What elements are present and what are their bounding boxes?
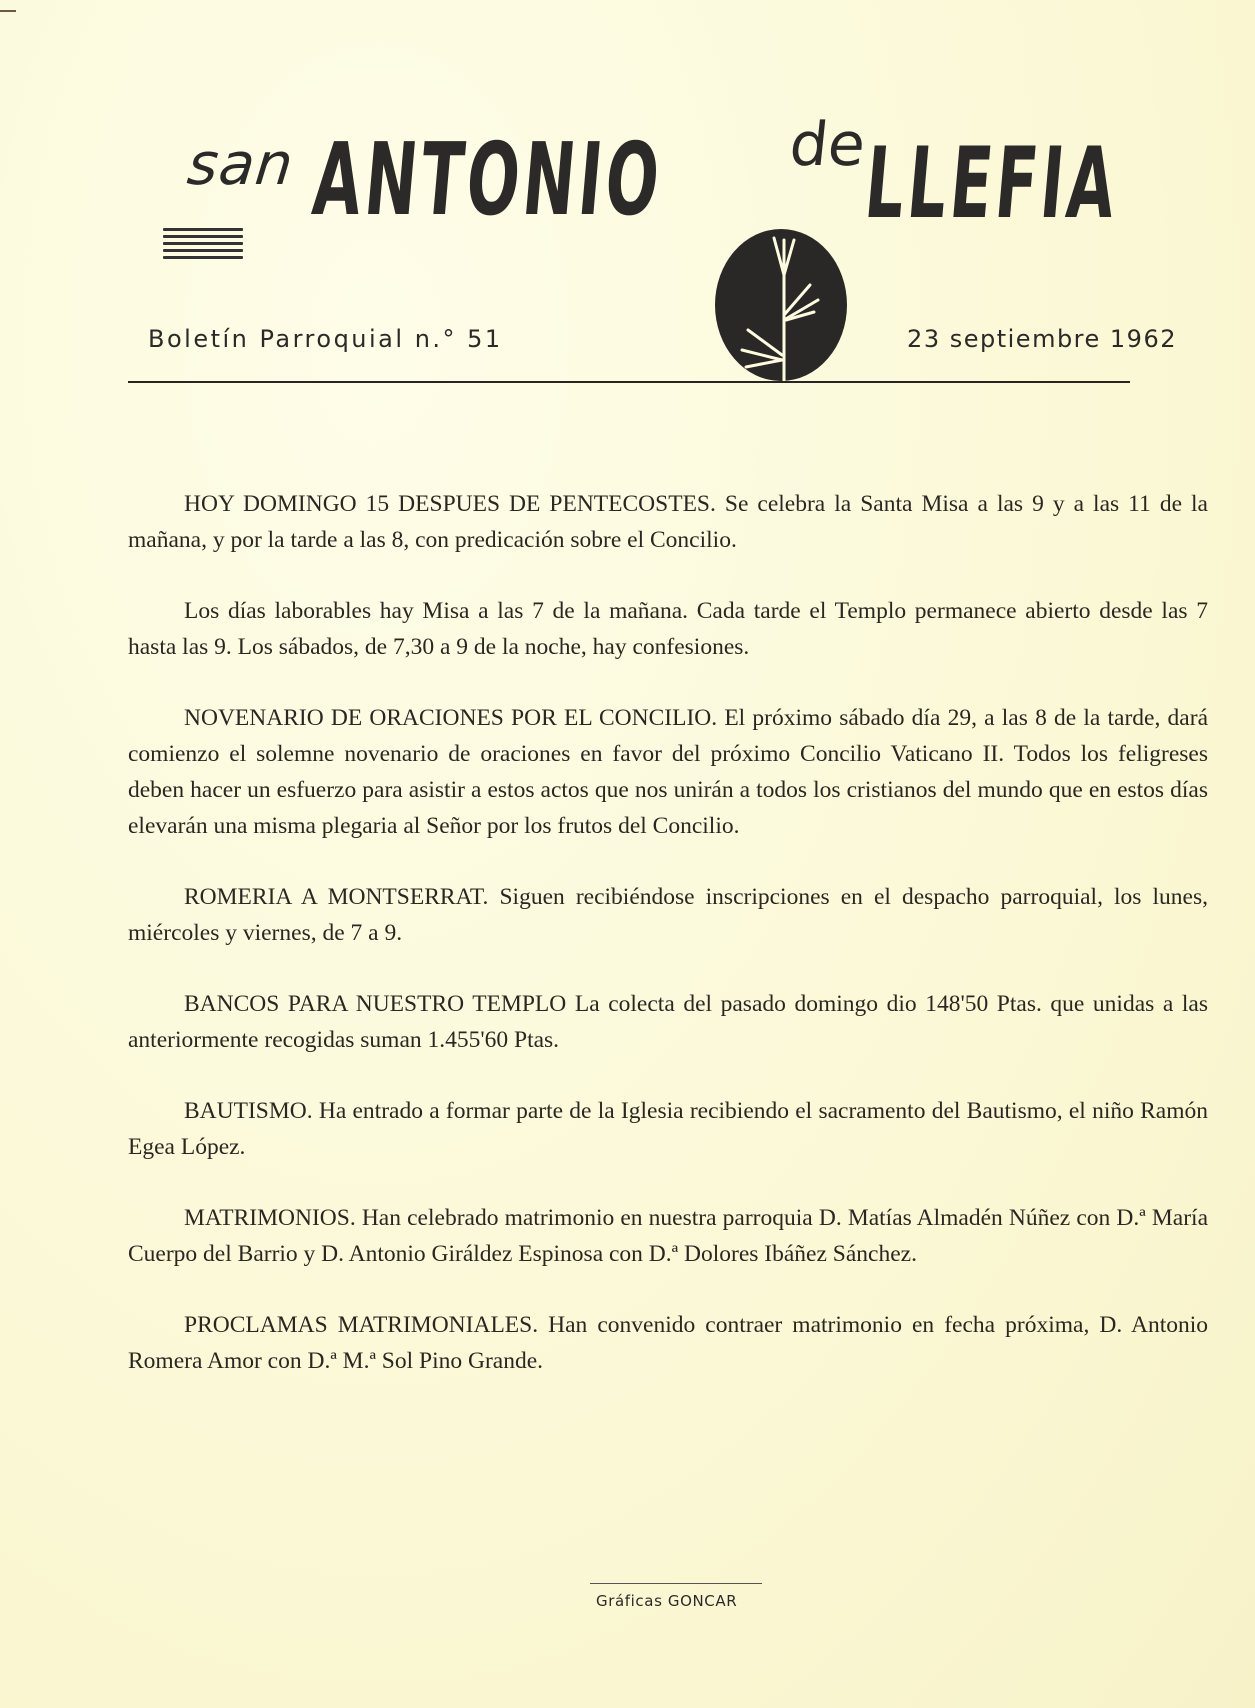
notice-body: Ha entrado a formar parte de la Iglesia recibiendo el sacramento del Bautismo, el niño Ramón Egea López. [128,1097,1208,1160]
masthead [0,0,1255,400]
title-de: de [786,110,869,180]
bulletin-content [128,462,1208,1414]
notice-lead: ROMERIA A MONTSERRAT. [184,883,489,910]
notice-body: Los días laborables hay Misa a las 7 de la mañana. Cada tarde el Templo permanece abierto desde las 7 hasta las 9. Los sábados, de 7,30 a 9 de la noche, hay confesiones. [128,597,1208,660]
issue-date: 23 septiembre 1962 [907,325,1177,353]
notice-item [128,1093,1208,1165]
stripes-ornament-icon [163,228,243,278]
notice-item [128,1200,1208,1272]
notice-body: Han convenido contraer matrimonio en fecha próxima, D. Antonio Romera Amor con D.ª M.ª Sol Pino Grande. [128,1311,1208,1374]
notice-item [128,593,1208,665]
notice-item [128,1307,1208,1379]
notice-lead: MATRIMONIOS. [184,1204,356,1231]
title-san: san [184,130,298,198]
title-llefia: LLEFIA [860,127,1124,241]
notice-item [128,486,1208,558]
tree-sprout-circle-icon [706,220,856,385]
notice-lead: HOY DOMINGO 15 DESPUES DE PENTECOSTES. [184,490,716,517]
notice-lead: NOVENARIO DE ORACIONES POR EL CONCILIO. [184,704,718,731]
notice-lead: BANCOS PARA NUESTRO TEMPLO [184,990,567,1017]
notice-item [128,879,1208,951]
title-antonio: ANTONIO [308,121,668,238]
notice-body: Han celebrado matrimonio en nuestra parroquia D. Matías Almadén Núñez con D.ª María Cuerpo del Barrio y D. Antonio Giráldez Espinosa con D.ª Dolores Ibáñez Sánchez. [128,1204,1208,1267]
notice-body: La colecta del pasado domingo dio 148'50 Ptas. que unidas a las anteriormente recogidas suman 1.455'60 Ptas. [128,990,1208,1053]
notice-lead: BAUTISMO. [184,1097,313,1124]
footer-rule [590,1583,762,1584]
notice-body: El próximo sábado día 29, a las 8 de la tarde, dará comienzo el solemne novenario de oraciones en favor del próximo Concilio Vaticano II. Todos los feligreses deben hacer un esfuerzo para asistir a estos actos que nos unirán a todos los cristianos del mundo que en estos días elevarán una misma plegaria al Señor por los frutos del Concilio. [128,704,1208,839]
notice-item [128,700,1208,844]
printer-credit: Gráficas GONCAR [596,1592,738,1610]
header-rule [128,381,1130,383]
notice-body: Siguen recibiéndose inscripciones en el despacho parroquial, los lunes, miércoles y viernes, de 7 a 9. [128,883,1208,946]
notice-item [128,986,1208,1058]
notice-body: Se celebra la Santa Misa a las 9 y a las 11 de la mañana, y por la tarde a las 8, con predicación sobre el Concilio. [128,490,1208,553]
notice-lead: PROCLAMAS MATRIMONIALES. [184,1311,539,1338]
bulletin-number: Boletín Parroquial n.° 51 [148,325,503,353]
